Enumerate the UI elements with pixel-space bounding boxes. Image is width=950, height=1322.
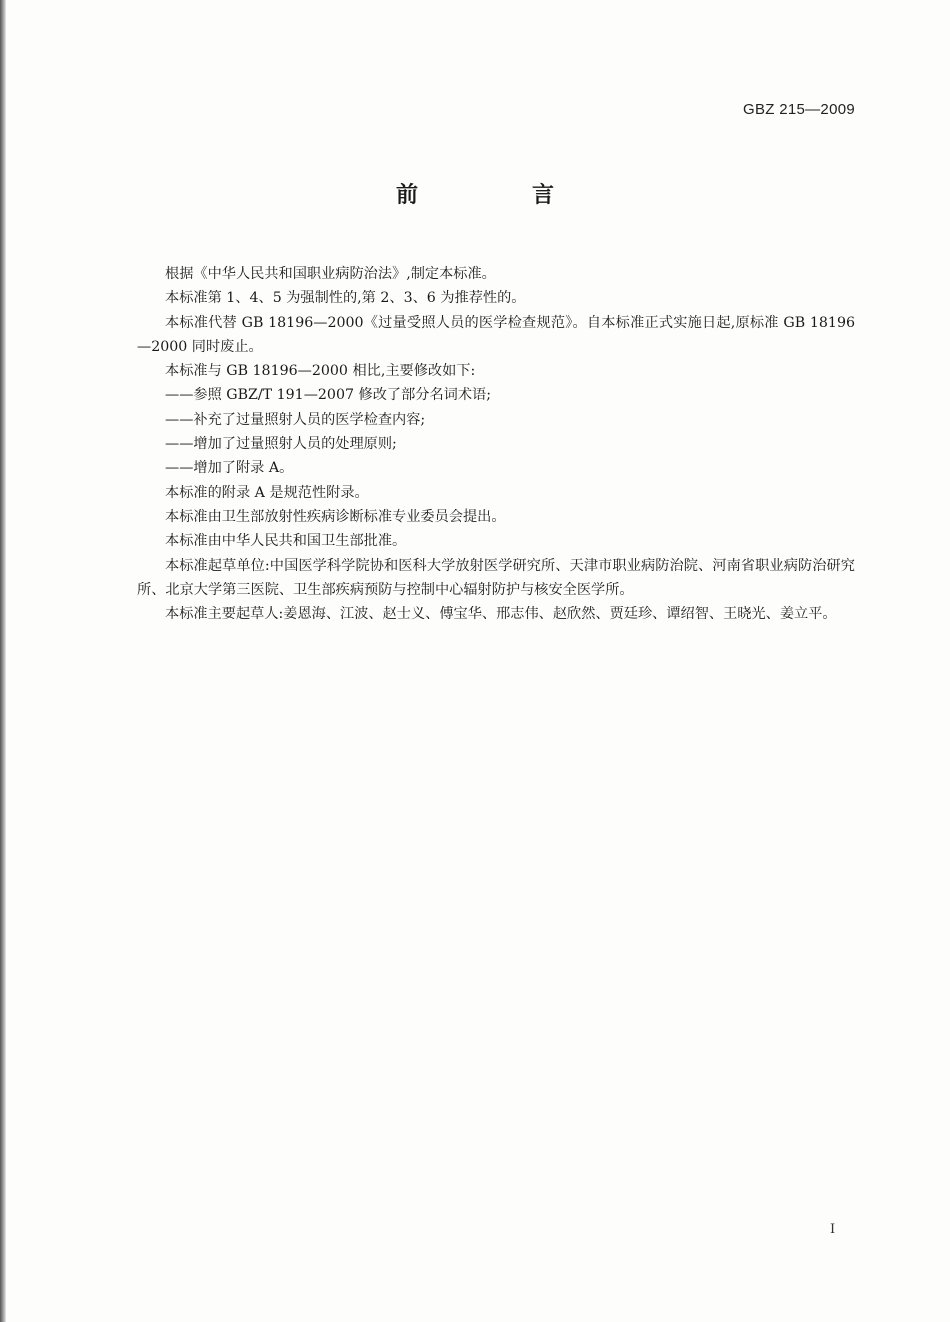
- paragraph-appendix: 本标准的附录 A 是规范性附录。: [165, 484, 369, 501]
- paragraph-legal-basis: 根据《中华人民共和国职业病防治法》,制定本标准。: [165, 266, 496, 282]
- standard-code: GBZ 215—2009: [743, 101, 855, 118]
- paragraph-drafting-units: 本标准起草单位:中国医学科学院协和医科大学放射医学研究所、天津市职业病防治院、河南省职业病防治研究所、北京大学第三医院、卫生部疾病预防与控制中心辐射防护与核安全医学所。: [137, 557, 855, 598]
- page-number: I: [830, 1222, 836, 1237]
- list-item-change: ——参照 GBZ/T 191—2007 修改了部分名词术语;: [165, 387, 491, 404]
- paragraph-replacement: 本标准代替 GB 18196—2000《过量受照人员的医学检查规范》。自本标准正式实施日起,原标准 GB 18196—2000 同时废止。: [137, 314, 855, 355]
- list-item-change: ——增加了附录 A。: [165, 460, 294, 477]
- paragraph-drafters: 本标准主要起草人:姜恩海、江波、赵士义、傅宝华、邢志伟、赵欣然、贾廷珍、谭绍智、王晓光、姜立平。: [165, 606, 837, 623]
- page-title: 前 言: [395, 183, 600, 208]
- paragraph-mandatory-clauses: 本标准第 1、4、5 为强制性的,第 2、3、6 为推荐性的。: [165, 290, 526, 307]
- list-item-change: ——补充了过量照射人员的医学检查内容;: [165, 411, 426, 428]
- paragraph-changes-intro: 本标准与 GB 18196—2000 相比,主要修改如下:: [165, 363, 476, 380]
- paragraph-approver: 本标准由中华人民共和国卫生部批准。: [165, 533, 407, 550]
- paragraph-proposer: 本标准由卫生部放射性疾病诊断标准专业委员会提出。: [165, 508, 506, 525]
- foreword-body: [137, 262, 855, 626]
- list-item-change: ——增加了过量照射人员的处理原则;: [165, 436, 397, 453]
